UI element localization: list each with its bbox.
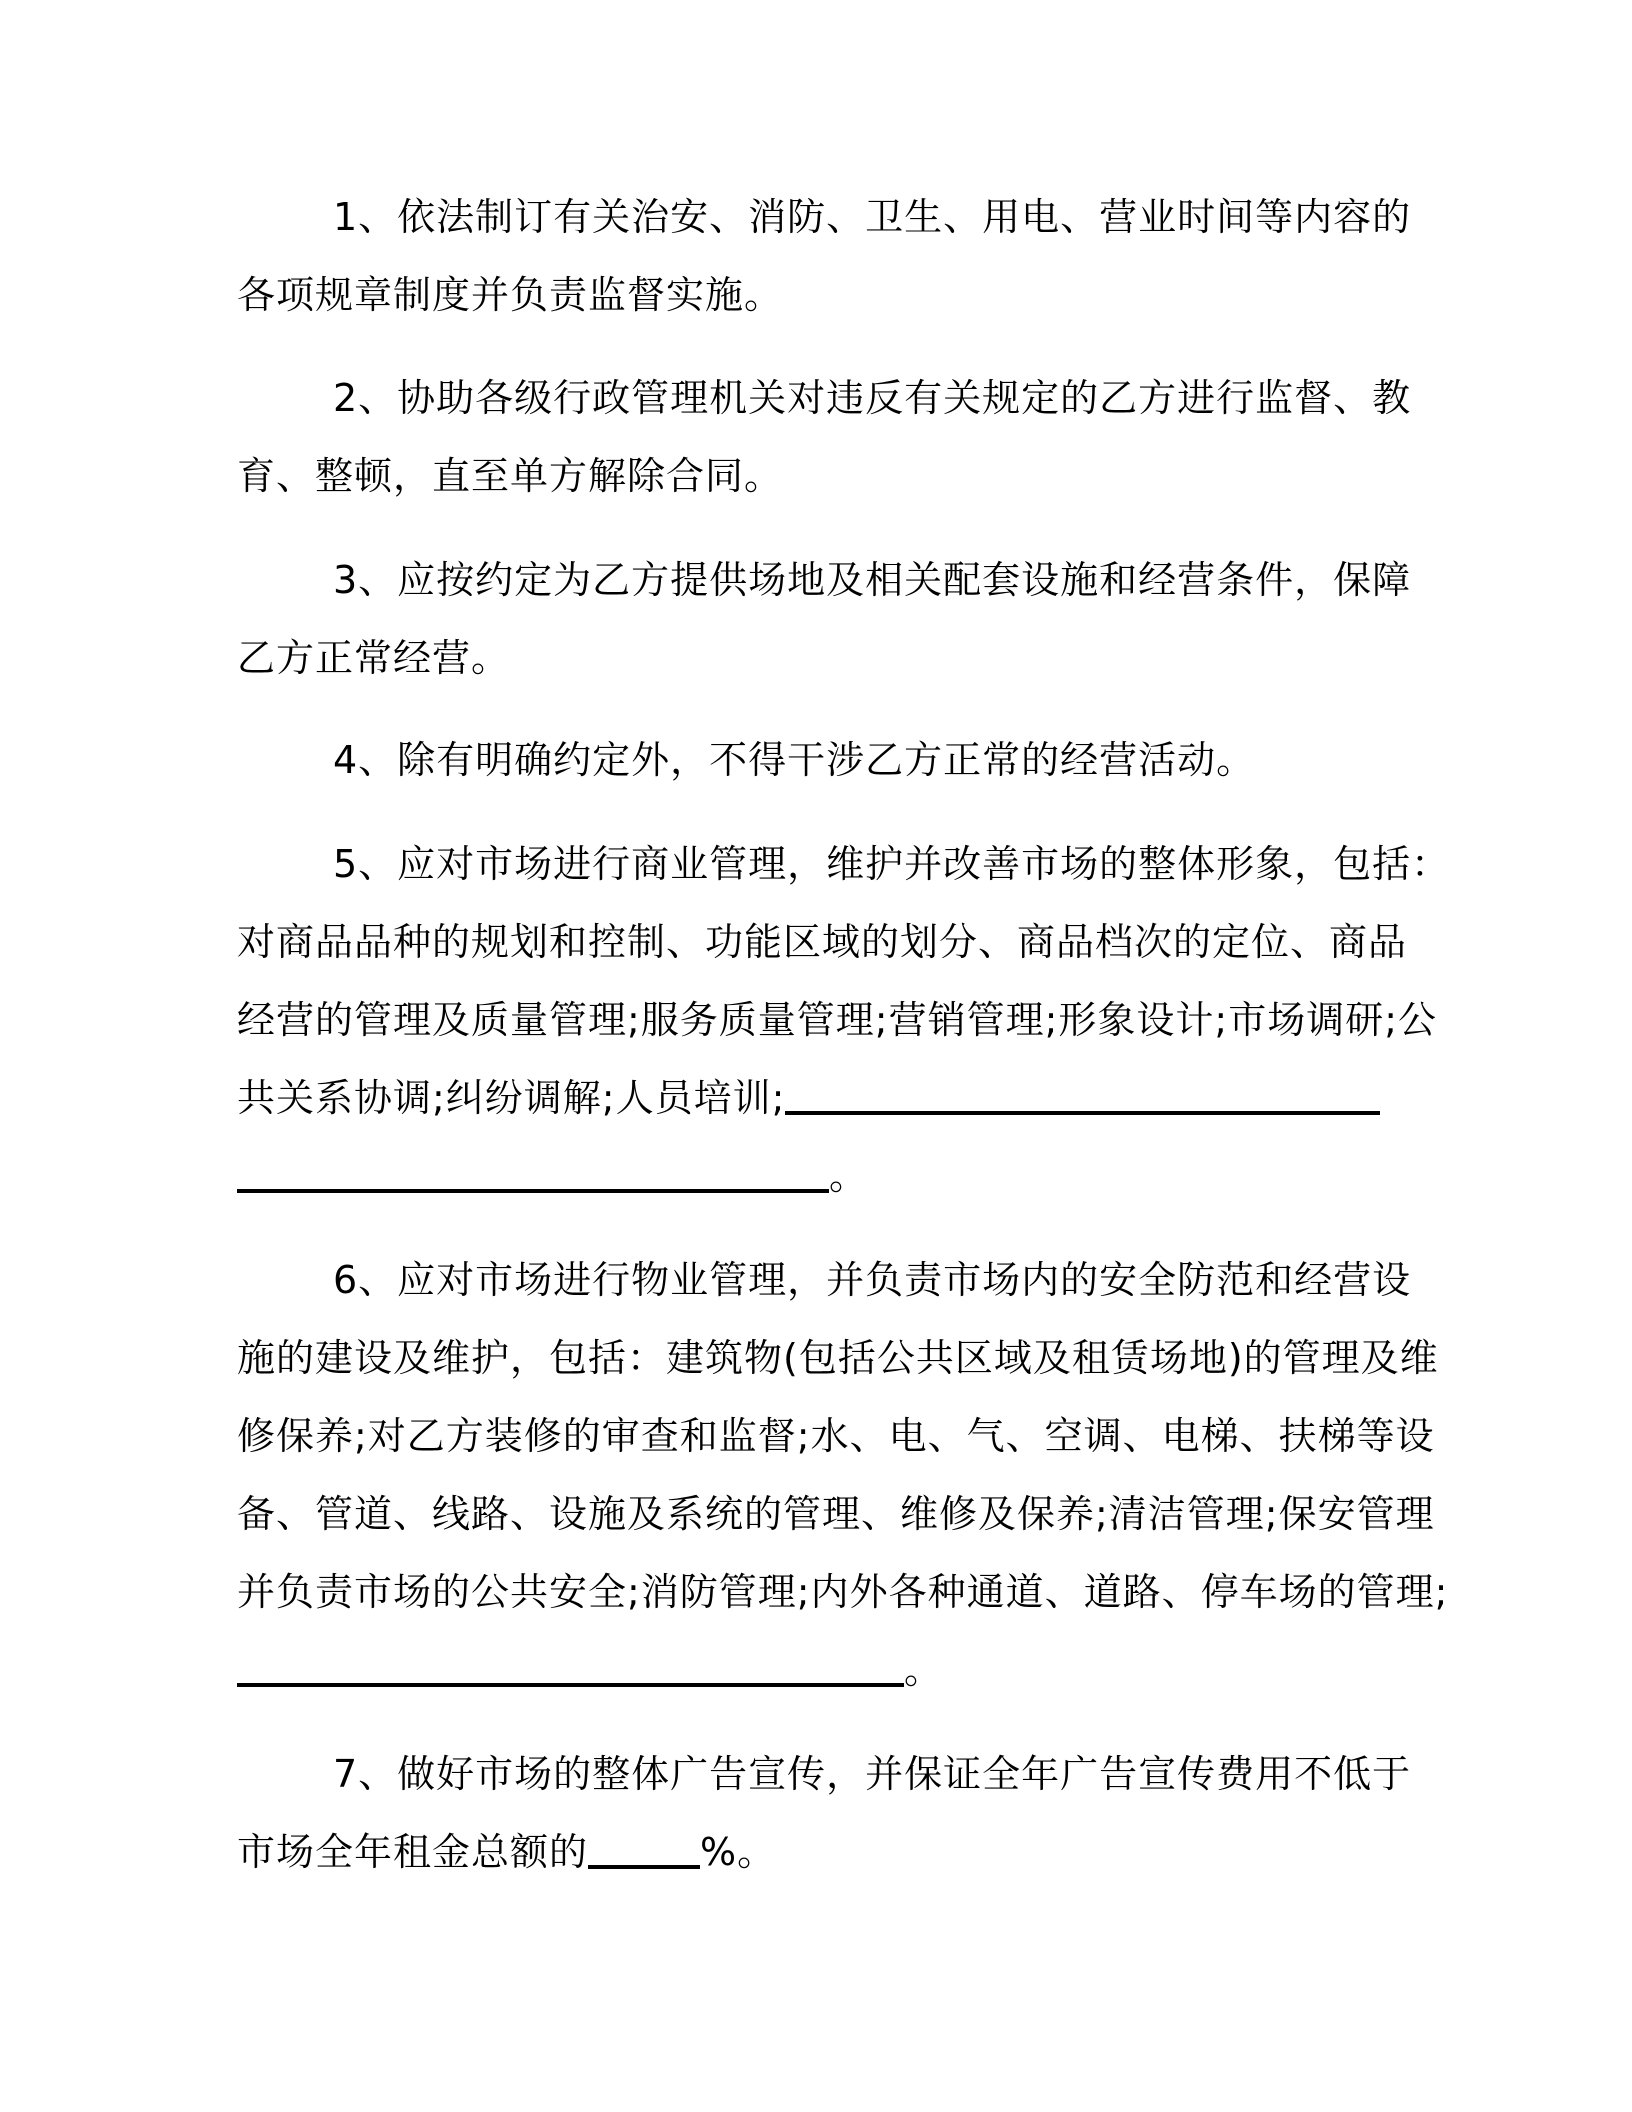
paragraph-1-line-1: 1、依法制订有关治安、消防、卫生、用电、营业时间等内容的 (333, 195, 1412, 239)
paragraph-5-line-5-text: 。 (829, 1154, 869, 1198)
paragraph-7-line-1: 7、做好市场的整体广告宣传，并保证全年广告宣传费用不低于 (333, 1752, 1412, 1796)
paragraph-2-line-1: 2、协助各级行政管理机关对违反有关规定的乙方进行监督、教 (333, 376, 1412, 420)
paragraph-3-line-2: 乙方正常经营。 (237, 636, 511, 680)
paragraph-6-line-5: 并负责市场的公共安全;消防管理;内外各种通道、道路、停车场的管理; (237, 1570, 1449, 1614)
paragraph-2-line-2: 育、整顿，直至单方解除合同。 (237, 454, 784, 498)
paragraph-6-line-4: 备、管道、线路、设施及系统的管理、维修及保养;清洁管理;保安管理 (237, 1492, 1435, 1536)
paragraph-5-line-4-text: 共关系协调;纠纷调解;人员培训; (237, 1076, 786, 1120)
paragraph-6-line-2: 施的建设及维护，包括：建筑物(包括公共区域及租赁场地)的管理及维 (237, 1336, 1439, 1380)
fill-in-blank (237, 1143, 829, 1193)
paragraph-6-line-1: 6、应对市场进行物业管理，并负责市场内的安全防范和经营设 (333, 1258, 1412, 1302)
paragraph-7-line-2-text: 市场全年租金总额的 (237, 1830, 589, 1874)
paragraph-5-line-3: 经营的管理及质量管理;服务质量管理;营销管理;形象设计;市场调研;公 (237, 998, 1438, 1042)
paragraph-7-line-2-suffix: %。 (700, 1830, 777, 1874)
paragraph-5-line-1: 5、应对市场进行商业管理，维护并改善市场的整体形象，包括： (333, 842, 1451, 886)
paragraph-7-line-2 (237, 1813, 776, 1891)
percentage-blank (588, 1819, 700, 1869)
paragraph-6-line-6 (237, 1631, 943, 1709)
paragraph-5-line-5 (237, 1137, 868, 1215)
fill-in-blank (785, 1065, 1380, 1115)
paragraph-5-line-4 (237, 1059, 1380, 1137)
paragraph-3-line-1: 3、应按约定为乙方提供场地及相关配套设施和经营条件，保障 (333, 558, 1412, 602)
paragraph-5-line-2: 对商品品种的规划和控制、功能区域的划分、商品档次的定位、商品 (237, 920, 1408, 964)
paragraph-6-line-6-text: 。 (904, 1648, 944, 1692)
paragraph-4-line-1: 4、除有明确约定外，不得干涉乙方正常的经营活动。 (333, 738, 1256, 782)
fill-in-blank (237, 1637, 904, 1687)
paragraph-6-line-3: 修保养;对乙方装修的审查和监督;水、电、气、空调、电梯、扶梯等设 (237, 1414, 1435, 1458)
paragraph-1-line-2: 各项规章制度并负责监督实施。 (237, 273, 784, 317)
